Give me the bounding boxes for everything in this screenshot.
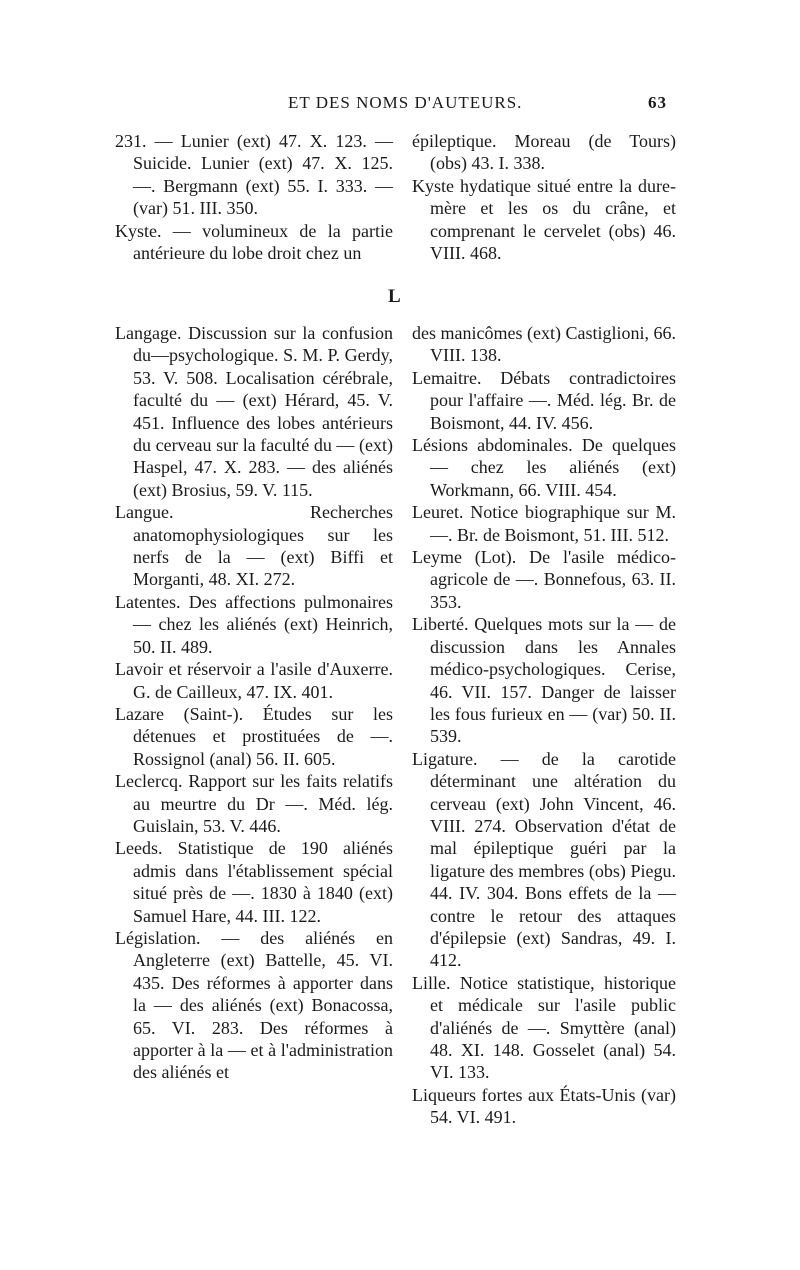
index-entry: Langue. Recherches anatomophysiologiques sur les nerfs de la — (ext) Biffi et Morganti, 48. XI. 272. (115, 502, 393, 590)
index-entry: Kyste hydatique situé entre la dure-mère et les os du crâne, et comprenant le cervelet (obs) 46. VIII. 468. (412, 175, 676, 264)
index-entry: Leuret. Notice biographique sur M. —. Br. de Boismont, 51. III. 512. (412, 502, 676, 545)
page-number: 63 (648, 93, 667, 112)
page-header (0, 93, 800, 121)
index-entry: Lazare (Saint-). Études sur les détenues et prostituées de —. Rossignol (anal) 56. II. 605. (115, 703, 393, 769)
index-entry: Liqueurs fortes aux États-Unis (var) 54. VI. 491. (412, 1084, 676, 1128)
index-entry: Lavoir et réservoir a l'asile d'Auxerre. G. de Cailleux, 47. IX. 401. (115, 659, 393, 702)
bottom-right-column (412, 322, 676, 1129)
index-entry: Leeds. Statistique de 190 aliénés admis dans l'établissement spécial situé près de —. 1830 à 1840 (ext) Samuel Hare, 44. III. 122. (115, 838, 393, 926)
index-entry: Législation. — des aliénés en Angleterre (ext) Battelle, 45. VI. 435. Des réformes à apporter dans la — des aliénés (ext) Bonacossa, 65. VI. 283. Des réformes à apporter à la — et à l'administration des aliénés et (115, 927, 393, 1083)
index-entry: Liberté. Quelques mots sur la — de discussion dans les Annales médico-psychologiques. Cerise, 46. VII. 157. Danger de laisser les fous furieux en — (var) 50. II. 539. (412, 614, 676, 747)
index-entry: Lésions abdominales. De quelques — chez les aliénés (ext) Workmann, 66. VIII. 454. (412, 435, 676, 500)
index-entry: Ligature. — de la carotide déterminant une altération du cerveau (ext) John Vincent, 46. VIII. 274. Observation d'état de mal épileptique guéri par la ligature des membres (obs) Piegu. 44. IV. 304. Bons effets de la — contre le retour des attaques d'épilepsie (ext) Sandras, 49. I. 412. (412, 748, 676, 971)
index-entry: Lille. Notice statistique, historique et médicale sur l'asile public d'aliénés de —. Smyttère (anal) 48. XI. 148. Gosselet (anal) 54. VI. 133. (412, 972, 676, 1083)
section-letter: L (388, 286, 401, 307)
index-entry: Kyste. — volumineux de la partie antérieure du lobe droit chez un (115, 220, 393, 264)
index-entry: Langage. Discussion sur la confusion du—psychologique. S. M. P. Gerdy, 53. V. 508. Localisation cérébrale, faculté du — (ext) Hérard, 45. V. 451. Influence des lobes antérieurs du cerveau sur la faculté du — (ext) Haspel, 47. X. 283. — des aliénés (ext) Brosius, 59. V. 115. (115, 323, 393, 500)
top-right-column (412, 130, 676, 264)
index-entry: épileptique. Moreau (de Tours) (obs) 43. I. 338. (412, 131, 676, 174)
bottom-left-column (115, 322, 393, 1084)
index-entry: Lemaitre. Débats contradictoires pour l'affaire —. Méd. lég. Br. de Boismont, 44. IV. 456. (412, 367, 676, 433)
index-entry: Latentes. Des affections pulmonaires — chez les aliénés (ext) Heinrich, 50. II. 489. (115, 591, 393, 657)
top-left-column (115, 130, 393, 264)
index-entry: des manicômes (ext) Castiglioni, 66. VIII. 138. (412, 323, 676, 366)
index-entry: Leclercq. Rapport sur les faits relatifs au meurtre du Dr —. Méd. lég. Guislain, 53. V. 446. (115, 771, 393, 836)
index-entry: 231. — Lunier (ext) 47. X. 123. — Suicide. Lunier (ext) 47. X. 125. —. Bergmann (ext) 55. I. 333. — (var) 51. III. 350. (115, 131, 393, 219)
index-entry: Leyme (Lot). De l'asile médico-agricole de —. Bonnefous, 63. II. 353. (412, 547, 676, 612)
running-title: ET DES NOMS D'AUTEURS. (288, 93, 523, 112)
